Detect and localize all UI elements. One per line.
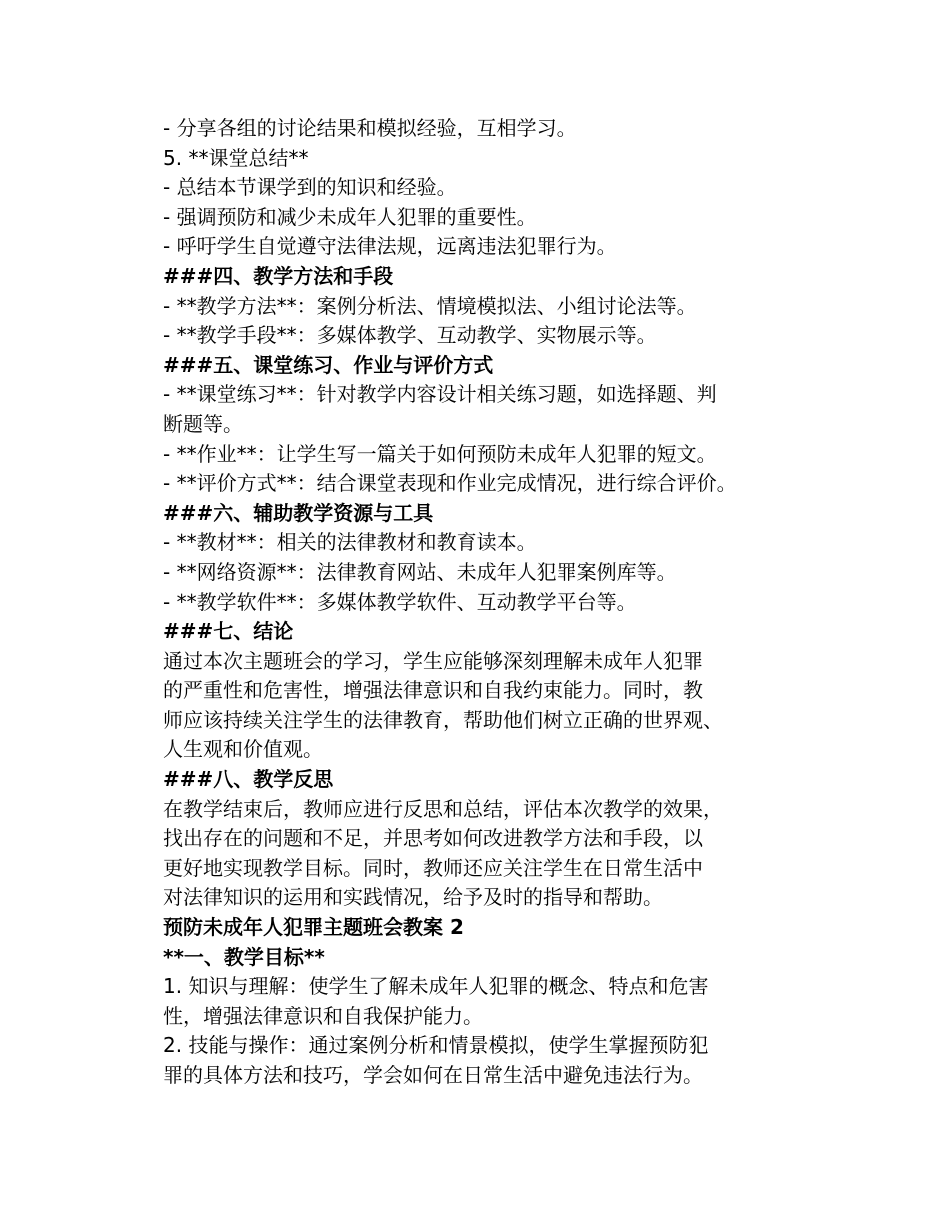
text-line: 师应该持续关注学生的法律教育，帮助他们树立正确的世界观、 [163,707,723,732]
text-line: - 总结本节课学到的知识和经验。 [163,175,457,200]
subsection-heading: **一、教学目标** [163,944,325,969]
text-line: 1. 知识与理解：使学生了解未成年人犯罪的概念、特点和危害 [163,974,709,999]
text-line: 5. **课堂总结** [163,145,309,170]
document-page [163,114,803,1091]
text-line: 人生观和价值观。 [163,737,323,762]
section-heading: ###七、结论 [163,619,294,644]
text-line: - **评价方式**：结合课堂表现和作业完成情况，进行综合评价。 [163,471,737,496]
text-line: - **课堂练习**：针对教学内容设计相关练习题，如选择题、判 [163,382,717,407]
text-line: 性，增强法律意识和自我保护能力。 [163,1003,483,1028]
section-heading: ###四、教学方法和手段 [163,263,394,288]
text-line: - 强调预防和减少未成年人犯罪的重要性。 [163,204,537,229]
text-line: - 分享各组的讨论结果和模拟经验，互相学习。 [163,116,577,140]
text-line: - **教学方法**：案例分析法、情境模拟法、小组讨论法等。 [163,293,697,318]
text-line: 在教学结束后，教师应进行反思和总结，评估本次教学的效果， [163,796,723,821]
section-heading: ###八、教学反思 [163,767,334,792]
text-line: - **作业**：让学生写一篇关于如何预防未成年人犯罪的短文。 [163,441,717,466]
text-line: 对法律知识的运用和实践情况，给予及时的指导和帮助。 [163,885,663,910]
section-heading: ###六、辅助教学资源与工具 [163,500,434,525]
text-line: 更好地实现教学目标。同时，教师还应关注学生在日常生活中 [163,855,703,880]
text-line: 通过本次主题班会的学习，学生应能够深刻理解未成年人犯罪 [163,648,703,673]
text-line: 2. 技能与操作：通过案例分析和情景模拟，使学生掌握预防犯 [163,1033,709,1058]
text-line: - **教学软件**：多媒体教学软件、互动教学平台等。 [163,589,637,614]
document-title: 预防未成年人犯罪主题班会教案 2 [163,915,464,940]
text-line: 断题等。 [163,411,243,436]
text-line: - 呼吁学生自觉遵守法律法规，远离违法犯罪行为。 [163,234,617,259]
text-line: 的严重性和危害性，增强法律意识和自我约束能力。同时，教 [163,678,703,703]
section-heading: ###五、课堂练习、作业与评价方式 [163,352,494,377]
text-line: 罪的具体方法和技巧，学会如何在日常生活中避免违法行为。 [163,1063,703,1087]
text-line: - **教材**：相关的法律教材和教育读本。 [163,530,537,555]
text-line: - **网络资源**：法律教育网站、未成年人犯罪案例库等。 [163,559,677,584]
text-line: - **教学手段**：多媒体教学、互动教学、实物展示等。 [163,323,657,348]
text-line: 找出存在的问题和不足，并思考如何改进教学方法和手段，以 [163,826,703,851]
